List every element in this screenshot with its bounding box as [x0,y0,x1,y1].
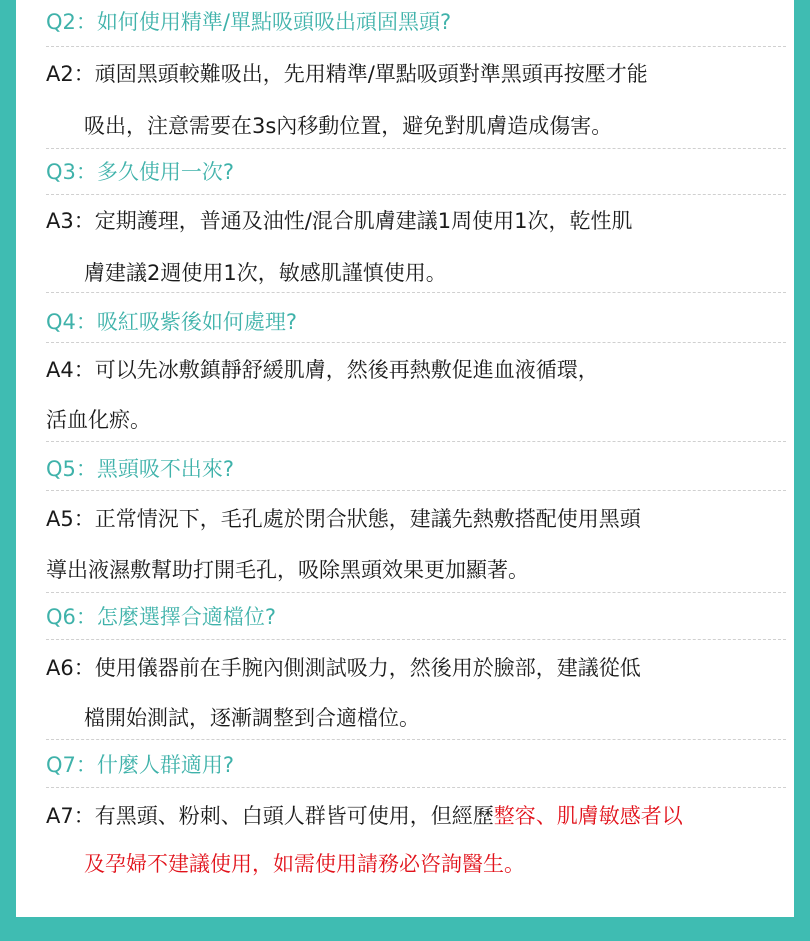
question-q3: Q3：多久使用一次? [46,160,235,184]
divider [46,148,786,149]
divider [46,639,786,640]
answer-a4-line2: 活血化瘀。 [46,408,151,432]
answer-a2-line2: 吸出，注意需要在3s內移動位置，避免對肌膚造成傷害。 [84,114,613,138]
divider [46,739,786,740]
answer-a7-line2 [46,848,525,878]
answer-a3-line2: 膚建議2週使用1次，敏感肌謹慎使用。 [84,261,447,285]
divider [46,46,786,47]
answer-a7-warning-cont: 及孕婦不建議使用，如需使用請務必咨詢醫生。 [84,852,525,876]
divider [46,441,786,442]
question-q4: Q4：吸紅吸紫後如何處理? [46,310,298,334]
divider [46,342,786,343]
answer-a7-warning: 整容、肌膚敏感者以 [493,804,683,828]
divider [46,490,786,491]
answer-a7-line1 [46,800,683,830]
answer-a6-line2: 檔開始測試，逐漸調整到合適檔位。 [84,706,420,730]
question-q2: Q2：如何使用精準/單點吸頭吸出頑固黑頭? [46,10,452,34]
answer-a5-line1: A5：正常情況下，毛孔處於閉合狀態，建議先熱敷搭配使用黑頭 [46,507,641,531]
divider [46,592,786,593]
answer-a7-text: A7：有黑頭、粉刺、白頭人群皆可使用，但經歷 [46,804,494,828]
answer-a6-line1: A6：使用儀器前在手腕內側測試吸力，然後用於臉部，建議從低 [46,656,641,680]
answer-a5-line2: 導出液濕敷幫助打開毛孔，吸除黑頭效果更加顯著。 [46,558,529,582]
answer-a2-line1: A2：頑固黑頭較難吸出，先用精準/單點吸頭對準黑頭再按壓才能 [46,62,648,86]
divider [46,194,786,195]
answer-a3-line1: A3：定期護理，普通及油性/混合肌膚建議1周使用1次，乾性肌 [46,209,633,233]
divider [46,787,786,788]
question-q7: Q7：什麼人群適用? [46,753,235,777]
divider [46,292,786,293]
answer-a4-line1: A4：可以先冰敷鎮靜舒緩肌膚，然後再熱敷促進血液循環， [46,358,599,382]
question-q5: Q5：黑頭吸不出來? [46,457,235,481]
question-q6: Q6：怎麼選擇合適檔位? [46,605,277,629]
